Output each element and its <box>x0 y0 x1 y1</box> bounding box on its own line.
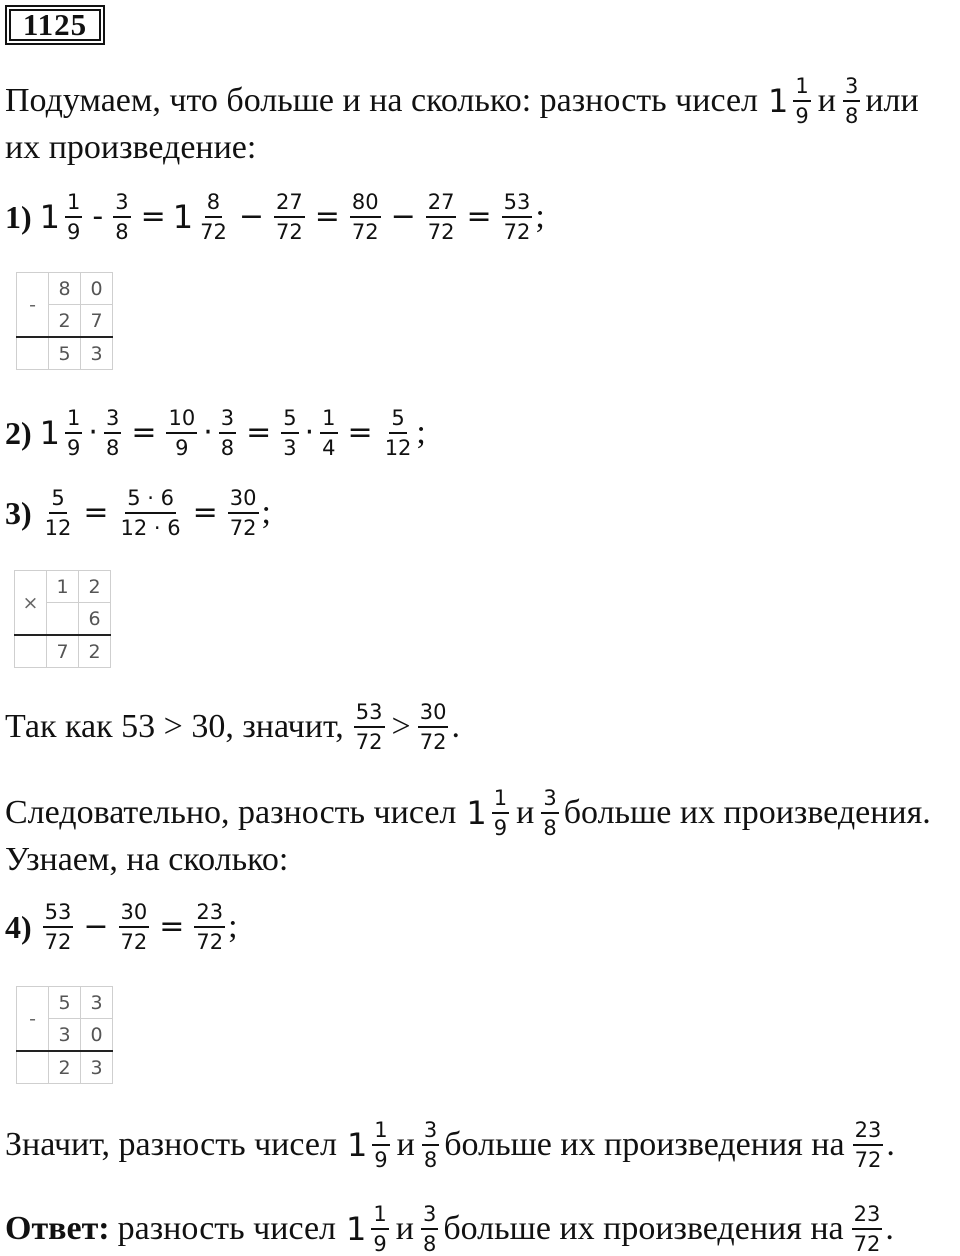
step-4 <box>5 900 238 954</box>
step-4-frac-2 <box>119 900 150 954</box>
fraction-denominator: 9 <box>374 1148 388 1172</box>
grid-3-cell: 3 <box>81 1051 113 1084</box>
summary-end: . <box>886 1126 895 1163</box>
step-2-frac-6 <box>320 406 337 460</box>
grid-2-cell: 7 <box>47 635 79 668</box>
fraction-numerator: 1 <box>492 786 509 814</box>
comparison-frac-1 <box>354 700 385 754</box>
fraction-numerator: 30 <box>228 486 259 514</box>
summary-text-b: больше их произведения на <box>444 1126 845 1163</box>
fraction-numerator: 3 <box>422 1118 439 1146</box>
summary <box>5 1118 895 1172</box>
fraction-numerator: 1 <box>65 406 82 434</box>
grid-3-cell <box>17 1051 49 1084</box>
fraction-denominator: 8 <box>115 220 129 244</box>
grid-3-cell: 3 <box>49 1019 81 1052</box>
fraction-denominator: 72 <box>229 516 257 540</box>
fraction-denominator: 72 <box>196 930 224 954</box>
answer-conj: и <box>395 1210 414 1247</box>
grid-3-cell: 5 <box>49 987 81 1019</box>
intro-fraction-1 <box>793 74 810 128</box>
summary-frac-3 <box>853 1118 884 1172</box>
step-3-frac-1 <box>43 486 74 540</box>
problem-number: 1125 <box>5 5 105 45</box>
comparison-text: Так как 53 > 30, значит, <box>5 708 344 745</box>
answer-whole: 1 <box>346 1210 367 1248</box>
step-2-dot-2: · <box>203 415 213 450</box>
conclusion-conj: и <box>516 794 535 831</box>
fraction-denominator: 9 <box>67 436 81 460</box>
fraction-numerator: 3 <box>843 74 860 102</box>
conclusion-frac-1 <box>492 786 509 840</box>
step-1-eq-2: = <box>314 199 340 234</box>
step-2-frac-5 <box>281 406 298 460</box>
answer-frac-1 <box>371 1202 388 1256</box>
conclusion-line-2: Узнаем, на сколько: <box>5 841 289 878</box>
step-1-whole: 1 <box>39 198 61 236</box>
fraction-numerator: 10 <box>166 406 197 434</box>
fraction-denominator: 12 · 6 <box>120 516 181 540</box>
fraction-numerator: 53 <box>354 700 385 728</box>
fraction-denominator: 8 <box>422 1232 437 1256</box>
fraction-denominator: 72 <box>351 220 379 244</box>
step-2-frac-4 <box>219 406 236 460</box>
fraction-denominator: 8 <box>105 436 120 460</box>
step-2-frac-1 <box>65 406 82 460</box>
step-4-eq: = <box>159 909 185 944</box>
grid-2-cell: 2 <box>79 571 111 603</box>
grid-2-cell <box>47 603 79 636</box>
step-2-label: 2) <box>5 415 32 451</box>
conclusion-text-a: Следовательно, разность чисел <box>5 794 457 831</box>
step-2 <box>5 406 426 460</box>
fraction-numerator: 1 <box>371 1202 388 1230</box>
grid-1-cell <box>17 337 49 370</box>
fraction-denominator: 72 <box>200 220 227 244</box>
conclusion-whole: 1 <box>466 794 487 832</box>
comparison <box>5 700 460 754</box>
fraction-denominator: 8 <box>220 436 235 460</box>
fraction-numerator: 30 <box>418 700 449 728</box>
summary-text-a: Значит, разность чисел <box>5 1126 337 1163</box>
fraction-denominator: 72 <box>427 220 455 244</box>
grid-2-cell: 6 <box>79 603 111 636</box>
comparison-gt: > <box>391 708 411 745</box>
step-3-end: ; <box>261 494 271 531</box>
fraction-denominator: 72 <box>44 930 72 954</box>
grid-1-cell: 0 <box>81 273 113 305</box>
fraction-numerator: 23 <box>194 900 225 928</box>
fraction-denominator: 4 <box>322 436 336 460</box>
answer-end: . <box>885 1210 894 1247</box>
summary-frac-2 <box>422 1118 439 1172</box>
grid-2-sign: × <box>15 571 47 636</box>
fraction-numerator: 1 <box>320 406 337 434</box>
grid-2-cell <box>15 635 47 668</box>
step-4-frac-3 <box>194 900 225 954</box>
summary-frac-1 <box>372 1118 389 1172</box>
step-2-eq-2: = <box>246 415 272 450</box>
step-1-frac-6 <box>426 190 457 244</box>
grid-1-sign: - <box>17 273 49 338</box>
fraction-numerator: 5 <box>389 406 406 434</box>
fraction-numerator: 3 <box>421 1202 438 1230</box>
fraction-numerator: 53 <box>502 190 533 218</box>
intro-conj: и <box>817 82 836 119</box>
step-1-frac-4 <box>274 190 305 244</box>
grid-2-cell: 1 <box>47 571 79 603</box>
answer-label: Ответ: <box>5 1210 110 1247</box>
fraction-numerator: 3 <box>541 786 558 814</box>
fraction-denominator: 9 <box>373 1232 387 1256</box>
step-2-whole: 1 <box>39 414 61 452</box>
step-2-end: ; <box>416 414 426 451</box>
fraction-numerator: 8 <box>205 190 222 218</box>
grid-1-cell: 7 <box>81 305 113 338</box>
step-1 <box>5 190 545 244</box>
intro-line-2: их произведение: <box>5 129 257 166</box>
fraction-denominator: 72 <box>854 1148 882 1172</box>
grid-1-cell: 3 <box>81 337 113 370</box>
answer-frac-2 <box>421 1202 438 1256</box>
summary-whole: 1 <box>346 1126 368 1164</box>
step-2-eq-1: = <box>131 415 157 450</box>
step-2-dot-3: · <box>304 415 315 450</box>
fraction-denominator: 9 <box>175 436 189 460</box>
fraction-numerator: 1 <box>65 190 82 218</box>
grid-3-cell: 0 <box>81 1019 113 1052</box>
fraction-denominator: 8 <box>423 1148 438 1172</box>
fraction-denominator: 72 <box>419 730 447 754</box>
fraction-numerator: 27 <box>274 190 305 218</box>
fraction-numerator: 23 <box>852 1202 883 1230</box>
fraction-denominator: 72 <box>853 1232 881 1256</box>
fraction-denominator: 8 <box>844 104 859 128</box>
step-1-frac-3 <box>198 190 229 244</box>
step-4-end: ; <box>228 908 238 945</box>
fraction-denominator: 72 <box>120 930 148 954</box>
fraction-numerator: 3 <box>104 406 121 434</box>
conclusion-frac-2 <box>541 786 558 840</box>
step-1-end: ; <box>535 198 545 235</box>
fraction-denominator: 9 <box>795 104 809 128</box>
grid-3-cell: 2 <box>49 1051 81 1084</box>
fraction-numerator: 23 <box>853 1118 884 1146</box>
comparison-end: . <box>451 708 460 745</box>
fraction-denominator: 9 <box>493 816 508 840</box>
fraction-denominator: 12 <box>44 516 72 540</box>
step-1-label: 1) <box>5 199 32 235</box>
fraction-denominator: 72 <box>275 220 303 244</box>
step-2-frac-2 <box>104 406 121 460</box>
step-2-dot-1: · <box>88 415 98 450</box>
fraction-numerator: 3 <box>219 406 236 434</box>
step-4-frac-1 <box>43 900 74 954</box>
answer <box>5 1202 894 1256</box>
summary-conj: и <box>396 1126 415 1163</box>
fraction-numerator: 5 · 6 <box>125 486 176 514</box>
intro-text-b: или <box>865 82 919 119</box>
step-1-frac-5 <box>350 190 381 244</box>
step-1-minus-c: − <box>390 199 416 234</box>
intro-line-1 <box>5 74 919 128</box>
grid-2-cell: 2 <box>79 635 111 668</box>
conclusion-line-1 <box>5 786 931 840</box>
fraction-denominator: 12 <box>384 436 412 460</box>
subtraction-grid-1 <box>16 272 113 370</box>
step-1-eq-3: = <box>466 199 492 234</box>
step-3 <box>5 486 271 540</box>
intro-fraction-2 <box>843 74 860 128</box>
fraction-denominator: 72 <box>503 220 531 244</box>
step-2-frac-7 <box>383 406 414 460</box>
step-4-minus: − <box>83 909 109 944</box>
step-1-frac-7 <box>502 190 533 244</box>
fraction-denominator: 9 <box>67 220 81 244</box>
fraction-numerator: 30 <box>119 900 150 928</box>
grid-3-cell: 3 <box>81 987 113 1019</box>
fraction-numerator: 1 <box>372 1118 389 1146</box>
answer-text-b: больше их произведения на <box>443 1210 844 1247</box>
step-1-whole-2: 1 <box>172 198 194 236</box>
subtraction-grid-2 <box>16 986 113 1084</box>
grid-1-cell: 8 <box>49 273 81 305</box>
fraction-numerator: 80 <box>350 190 381 218</box>
step-1-frac-1 <box>65 190 82 244</box>
step-1-frac-2 <box>113 190 130 244</box>
grid-3-sign: - <box>17 987 49 1052</box>
grid-1-cell: 2 <box>49 305 81 338</box>
answer-text-a: разность чисел <box>117 1210 337 1247</box>
intro-text-a: Подумаем, что больше и на сколько: разность чисел <box>5 82 759 119</box>
step-3-frac-3 <box>228 486 259 540</box>
step-1-minus-b: − <box>238 199 264 234</box>
fraction-numerator: 3 <box>113 190 130 218</box>
fraction-numerator: 5 <box>49 486 66 514</box>
step-1-eq-1: = <box>140 199 166 234</box>
step-4-label: 4) <box>5 909 32 945</box>
answer-frac-3 <box>852 1202 883 1256</box>
step-3-label: 3) <box>5 495 32 531</box>
fraction-denominator: 72 <box>355 730 383 754</box>
intro-whole: 1 <box>768 82 789 120</box>
conclusion-text-b: больше их произведения. <box>563 794 931 831</box>
fraction-denominator: 8 <box>543 816 557 840</box>
step-2-frac-3 <box>166 406 197 460</box>
fraction-numerator: 5 <box>281 406 298 434</box>
fraction-numerator: 53 <box>43 900 74 928</box>
fraction-denominator: 3 <box>283 436 297 460</box>
comparison-frac-2 <box>418 700 449 754</box>
step-2-eq-3: = <box>347 415 373 450</box>
step-3-eq-1: = <box>83 495 109 530</box>
step-1-minus-a: - <box>92 199 104 234</box>
multiplication-grid <box>14 570 111 668</box>
step-3-frac-2 <box>119 486 183 540</box>
fraction-numerator: 1 <box>793 74 810 102</box>
grid-1-cell: 5 <box>49 337 81 370</box>
fraction-numerator: 27 <box>426 190 457 218</box>
step-3-eq-2: = <box>192 495 218 530</box>
